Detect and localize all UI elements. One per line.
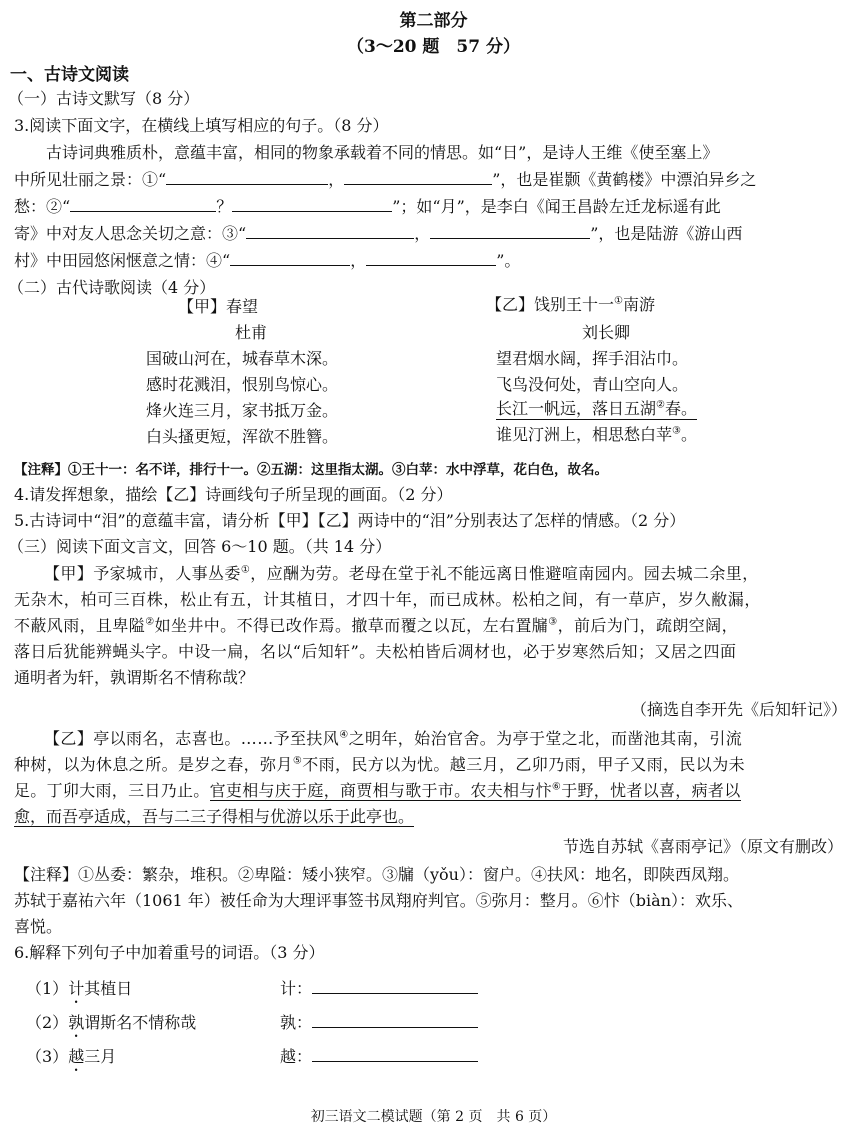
poem-a-line: 国破山河在，城春草木深。 <box>146 349 339 368</box>
passage-b-line3: 足。丁卯大雨，三日乃止。官吏相与庆于庭，商贾相与歌于市。农夫相与忭⑥于野，忧者以喜，病者以 <box>14 781 741 800</box>
q6-answer-3: 越： <box>280 1044 478 1067</box>
poem-a-line: 烽火连三月，家书抵万金。 <box>146 401 339 420</box>
passage-a-line3: 不蔽风雨，且卑隘②如坐井中。不得已改作焉。撤草而覆之以瓦，左右置牖③，前后为门，疏朗空阔， <box>14 616 738 635</box>
q3-para-line1: 古诗词典雅质朴，意蕴丰富，相同的物象承载着不同的情思。如“日”，是诗人王维《使至塞上》 <box>46 143 719 162</box>
q3-para-line4: 寄》中对友人思念关切之意：③“ ， ”，也是陆游《游山西 <box>14 224 743 243</box>
poem-a-line: 感时花溅泪，恨别鸟惊心。 <box>146 375 339 394</box>
passage-notes-line2: 苏轼于嘉祐六年（1061 年）被任命为大理评事签书凤翔府判官。⑤弥月：整月。⑥忭（biàn）：欢乐、 <box>14 891 744 910</box>
poem-b-author: 刘长卿 <box>582 323 631 342</box>
poem-a-title: 【甲】春望 <box>178 297 259 316</box>
q6-answer-2: 孰： <box>280 1010 478 1033</box>
section-title: 一、古诗文阅读 <box>10 65 129 85</box>
subsection-3: （三）阅读下面文言文，回答 6～10 题。（共 14 分） <box>8 537 392 556</box>
passage-b-source: 节选自苏轼《喜雨亭记》（原文有删改） <box>562 837 843 856</box>
answer-blank-4b[interactable] <box>366 251 496 266</box>
question-4: 4.请发挥想象，描绘【乙】诗画线句子所呈现的画面。（2 分） <box>14 485 453 504</box>
passage-a-line1: 【甲】予家城市，人事丛委①，应酬为劳。老母在堂于礼不能远离日惟避喧南园内。园去城二余里， <box>44 564 759 583</box>
poem-b-underlined-line: 长江一帆远，落日五湖②春。 <box>496 396 697 420</box>
poem-b-line: 飞鸟没何处，青山空向人。 <box>496 375 689 394</box>
passage-a-line4: 落日后犹能辨蝇头字。中设一扁，名以“后知轩”。夫松柏皆后凋材也，必于岁寒然后知；又居之四面 <box>14 642 737 661</box>
answer-blank-3b[interactable] <box>430 224 590 239</box>
poem-a-author: 杜甫 <box>235 323 268 342</box>
poem-b-title: 【乙】饯别王十一①南游 <box>486 295 655 314</box>
part-range: （3～20 题 57 分） <box>347 37 520 57</box>
q3-para-line3: 愁：②“ ？ ”；如“月”，是李白《闻王昌龄左迁龙标遥有此 <box>14 197 721 216</box>
page-footer: 初三语文二模试题（第 2 页 共 6 页） <box>310 1109 557 1125</box>
passage-a-line2: 无杂木，柏可三百株，松止有五，计其植日，才四十年，而已成林。松柏之间，有一草庐，岁久敝漏， <box>14 590 762 609</box>
q6-answer-blank-1[interactable] <box>312 979 478 994</box>
answer-blank-1b[interactable] <box>344 170 492 185</box>
question-3: 3.阅读下面文字，在横线上填写相应的句子。（8 分） <box>14 116 389 135</box>
part-title: 第二部分 <box>399 11 468 31</box>
answer-blank-1a[interactable] <box>166 170 328 185</box>
answer-blank-3a[interactable] <box>246 224 414 239</box>
answer-blank-2b[interactable] <box>232 197 392 212</box>
poem-notes: 【注释】①王十一：名不详，排行十一。②五湖：这里指太湖。③白苹：水中浮草，花白色，故名。 <box>14 462 608 478</box>
underlined-sentence: 官吏相与庆于庭，商贾相与歌于市。农夫相与忭⑥于野，忧者以喜，病者以 <box>209 781 741 800</box>
q6-answer-blank-2[interactable] <box>312 1013 478 1028</box>
subsection-2: （二）古代诗歌阅读（4 分） <box>8 278 216 297</box>
question-6: 6.解释下列句子中加着重号的词语。（3 分） <box>14 943 325 962</box>
passage-notes-line3: 喜悦。 <box>14 917 63 936</box>
subsection-1: （一）古诗文默写（8 分） <box>8 89 200 108</box>
poem-b-line: 望君烟水阔，挥手泪沾巾。 <box>496 349 689 368</box>
poem-a-line: 白头搔更短，浑欲不胜簪。 <box>146 427 339 446</box>
poem-b-line: 谁见汀洲上，相思愁白苹③。 <box>496 425 697 444</box>
q6-item-3: （3）越三月 <box>26 1047 117 1066</box>
passage-a-source: （摘选自李开先《后知轩记》） <box>630 700 847 719</box>
passage-b-line2: 种树，以为休息之所。是岁之春，弥月⑤不雨，民方以为忧。越三月，乙卯乃雨，甲子又雨，民以为未 <box>14 755 745 774</box>
question-5: 5.古诗词中“泪”的意蕴丰富，请分析【甲】【乙】两诗中的“泪”分别表达了怎样的情感。（2 分） <box>14 511 686 530</box>
q6-answer-blank-3[interactable] <box>312 1047 478 1062</box>
q6-answer-1: 计： <box>280 976 478 999</box>
passage-a-line5: 通明者为轩，孰谓斯名不情称哉？ <box>14 668 255 687</box>
passage-b-line4: 愈，而吾亭适成，吾与二三子得相与优游以乐于此亭也。 <box>14 807 415 826</box>
q6-item-1: （1）计其植日 <box>26 979 133 998</box>
answer-blank-4a[interactable] <box>230 251 350 266</box>
passage-b-line1: 【乙】亭以雨名，志喜也。……予至扶风④之明年，始治官舍。为亭于堂之北，而凿池其南，引流 <box>44 729 743 748</box>
q6-item-2: （2）孰谓斯名不情称哉 <box>26 1013 197 1032</box>
answer-blank-2a[interactable] <box>70 197 216 212</box>
passage-notes-line1: 【注释】①丛委：繁杂，堆积。②卑隘：矮小狭窄。③牖（yǒu）：窗户。④扶风：地名，即陕西凤翔。 <box>14 865 739 884</box>
q3-para-line2: 中所见壮丽之景：①“ ， ”，也是崔颢《黄鹤楼》中漂泊异乡之 <box>14 170 757 189</box>
q3-para-line5: 村》中田园悠闲惬意之情：④“ ， ”。 <box>14 251 521 270</box>
